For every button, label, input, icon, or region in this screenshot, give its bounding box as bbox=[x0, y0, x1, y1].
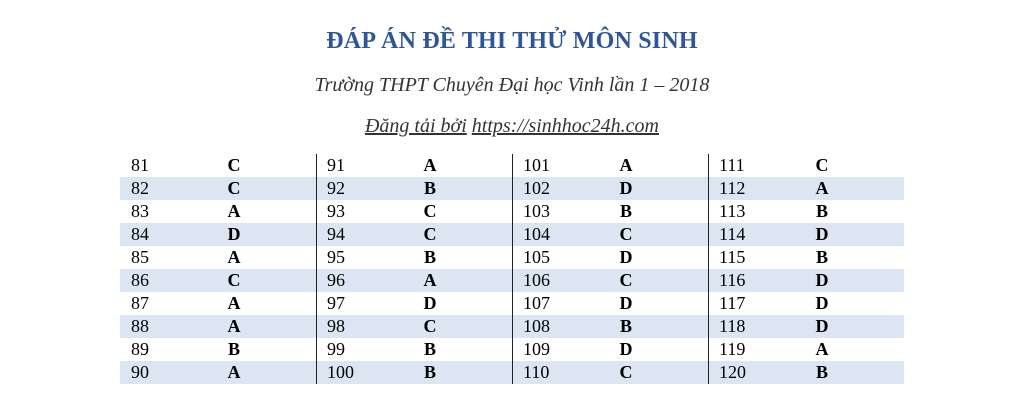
question-number: 92 bbox=[327, 178, 345, 198]
question-number: 117 bbox=[719, 293, 746, 313]
answer-letter: C bbox=[619, 270, 633, 290]
question-number: 85 bbox=[131, 247, 149, 267]
answer-letter: C bbox=[619, 224, 633, 244]
question-number: 107 bbox=[523, 293, 550, 313]
answer-letter: B bbox=[619, 201, 632, 221]
question-number: 111 bbox=[719, 155, 745, 175]
answer-letter: C bbox=[423, 224, 437, 244]
column-divider bbox=[316, 154, 317, 384]
question-number: 113 bbox=[719, 201, 746, 221]
question-number: 108 bbox=[523, 316, 550, 336]
answer-letter: A bbox=[227, 247, 241, 267]
question-number: 93 bbox=[327, 201, 345, 221]
answer-letter: B bbox=[423, 178, 436, 198]
answer-letter: D bbox=[815, 270, 829, 290]
answer-letter: A bbox=[815, 178, 829, 198]
answer-letter: A bbox=[227, 201, 241, 221]
question-number: 119 bbox=[719, 339, 746, 359]
question-number: 99 bbox=[327, 339, 345, 359]
answer-letter: D bbox=[619, 293, 633, 313]
question-number: 103 bbox=[523, 201, 550, 221]
answer-letter: C bbox=[423, 201, 437, 221]
question-number: 94 bbox=[327, 224, 345, 244]
answer-letter: C bbox=[619, 362, 633, 382]
question-number: 114 bbox=[719, 224, 746, 244]
answer-letter: D bbox=[619, 339, 633, 359]
question-number: 82 bbox=[131, 178, 149, 198]
question-number: 109 bbox=[523, 339, 550, 359]
answer-letter: C bbox=[227, 178, 241, 198]
answer-letter: A bbox=[423, 155, 437, 175]
question-number: 96 bbox=[327, 270, 345, 290]
answer-letter: A bbox=[423, 270, 437, 290]
question-number: 102 bbox=[523, 178, 550, 198]
question-number: 112 bbox=[719, 178, 746, 198]
answer-letter: D bbox=[619, 178, 633, 198]
answer-letter: D bbox=[815, 293, 829, 313]
question-number: 106 bbox=[523, 270, 550, 290]
question-number: 104 bbox=[523, 224, 550, 244]
answer-letter: A bbox=[227, 362, 241, 382]
question-number: 118 bbox=[719, 316, 746, 336]
answer-letter: C bbox=[423, 316, 437, 336]
question-number: 87 bbox=[131, 293, 149, 313]
question-number: 120 bbox=[719, 362, 746, 382]
answer-letter: C bbox=[815, 155, 829, 175]
question-number: 86 bbox=[131, 270, 149, 290]
answer-letter: B bbox=[815, 201, 828, 221]
question-number: 89 bbox=[131, 339, 149, 359]
question-number: 97 bbox=[327, 293, 345, 313]
question-number: 84 bbox=[131, 224, 149, 244]
question-number: 100 bbox=[327, 362, 354, 382]
question-number: 116 bbox=[719, 270, 746, 290]
source-line bbox=[0, 115, 1024, 138]
answer-letter: B bbox=[423, 362, 436, 382]
column-divider bbox=[708, 154, 709, 384]
column-divider bbox=[512, 154, 513, 384]
question-number: 110 bbox=[523, 362, 550, 382]
answer-letter: D bbox=[423, 293, 437, 313]
question-number: 115 bbox=[719, 247, 746, 267]
question-number: 88 bbox=[131, 316, 149, 336]
answer-letter: A bbox=[619, 155, 633, 175]
source-link[interactable]: https://sinhhoc24h.com bbox=[471, 115, 659, 137]
answer-letter: B bbox=[815, 362, 828, 382]
answer-letter: D bbox=[227, 224, 241, 244]
answer-letter: B bbox=[423, 247, 436, 267]
answer-letter: A bbox=[815, 339, 829, 359]
answer-table bbox=[120, 154, 904, 384]
answer-letter: D bbox=[815, 224, 829, 244]
page-subtitle: Trường THPT Chuyên Đại học Vinh lần 1 – 2018 bbox=[314, 74, 710, 96]
answer-letter: D bbox=[619, 247, 633, 267]
answer-letter: C bbox=[227, 270, 241, 290]
question-number: 81 bbox=[131, 155, 149, 175]
answer-letter: A bbox=[227, 316, 241, 336]
question-number: 83 bbox=[131, 201, 149, 221]
question-number: 95 bbox=[327, 247, 345, 267]
answer-letter: C bbox=[227, 155, 241, 175]
question-number: 105 bbox=[523, 247, 550, 267]
answer-letter: B bbox=[423, 339, 436, 359]
answer-letter: B bbox=[227, 339, 240, 359]
answer-letter: D bbox=[815, 316, 829, 336]
question-number: 101 bbox=[523, 155, 550, 175]
answer-letter: B bbox=[619, 316, 632, 336]
source-lead: Đăng tải bởi bbox=[364, 115, 467, 137]
question-number: 90 bbox=[131, 362, 149, 382]
answer-letter: B bbox=[815, 247, 828, 267]
page-title: ĐÁP ÁN ĐỀ THI THỬ MÔN SINH bbox=[326, 28, 698, 54]
question-number: 91 bbox=[327, 155, 345, 175]
answer-letter: A bbox=[227, 293, 241, 313]
question-number: 98 bbox=[327, 316, 345, 336]
